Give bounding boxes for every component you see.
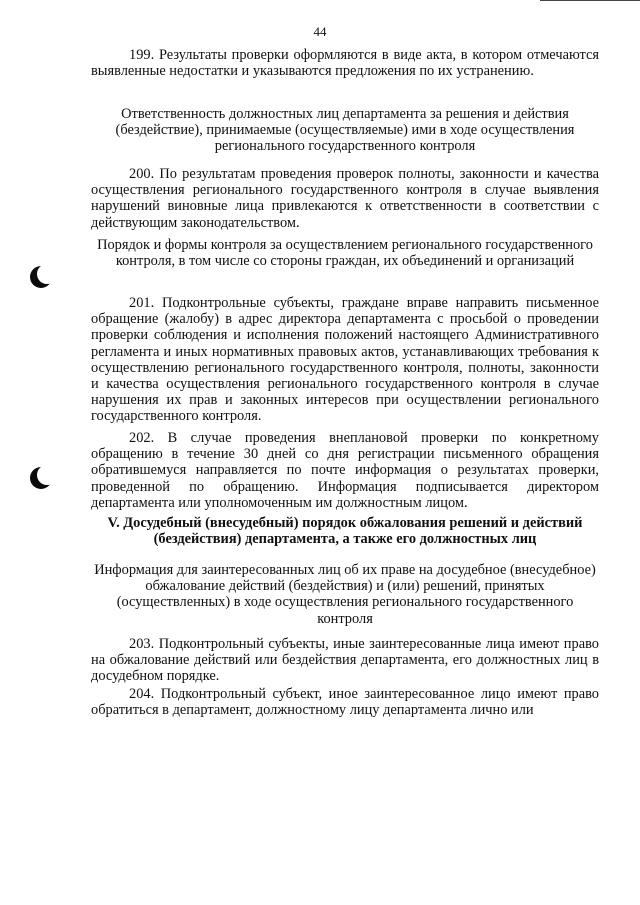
paragraph-199: 199. Результаты проверки оформляются в виде акта, в котором отмечаются выявленные недостатки и указываются предложения по их устранению. bbox=[91, 47, 599, 80]
paragraph-204: 204. Подконтрольный субъект, иное заинтересованное лицо имеют право обратиться в департамент, должностному лицу департамента лично или bbox=[91, 686, 599, 719]
margin-mark bbox=[30, 266, 52, 288]
paragraph-202: 202. В случае проведения внеплановой проверки по конкретному обращению в течение 30 дней со дня регистрации письменного обращения обратившемуся направляется по почте информация о результатах проверки, проведенной по обращению. Информация подписывается директором департамента или уполномоченным им должностным лицом. bbox=[91, 430, 599, 511]
scan-edge-line bbox=[540, 0, 640, 1]
section-heading-responsibility: Ответственность должностных лиц департамента за решения и действия (бездействие), принимаемые (осуществляемые) ими в ходе осуществления регионального государственного контроля bbox=[115, 106, 575, 155]
page-number: 44 bbox=[313, 24, 327, 39]
paragraph-203: 203. Подконтрольный субъекты, иные заинтересованные лица имеют право на обжалование действий или бездействия департамента, его должностных лиц в досудебном порядке. bbox=[91, 636, 599, 685]
chapter-heading-v: V. Досудебный (внесудебный) порядок обжалования решений и действий (бездействия) департамента, а также его должностных лиц bbox=[107, 515, 583, 548]
section-heading-appeal-info: Информация для заинтересованных лиц об их праве на досудебное (внесудебное) обжалование действий (бездействия) и (или) решений, принятых (осуществленных) в ходе осуществления регионального государственного контроля bbox=[94, 562, 596, 627]
section-heading-control-forms: Порядок и формы контроля за осуществлением регионального государственного контроля, в том числе со стороны граждан, их объединений и организаций bbox=[97, 237, 593, 270]
paragraph-200: 200. По результатам проведения проверок полноты, законности и качества осуществления регионального государственного контроля в случае выявления нарушений виновные лица привлекаются к ответственности в соответствии с действующим законодательством. bbox=[91, 166, 599, 231]
margin-mark bbox=[30, 467, 52, 489]
paragraph-201: 201. Подконтрольные субъекты, граждане вправе направить письменное обращение (жалобу) в адрес директора департамента с просьбой о проведении проверки соблюдения и исполнения положений настоящего Административного регламента и иных нормативных правовых актов, устанавливающих требования к осуществлению регионального государственного контроля, полноты, законности и качества осуществления регионального государственного контроля в случае нарушения их прав и законных интересов при осуществлении регионального государственного контроля. bbox=[91, 295, 599, 425]
